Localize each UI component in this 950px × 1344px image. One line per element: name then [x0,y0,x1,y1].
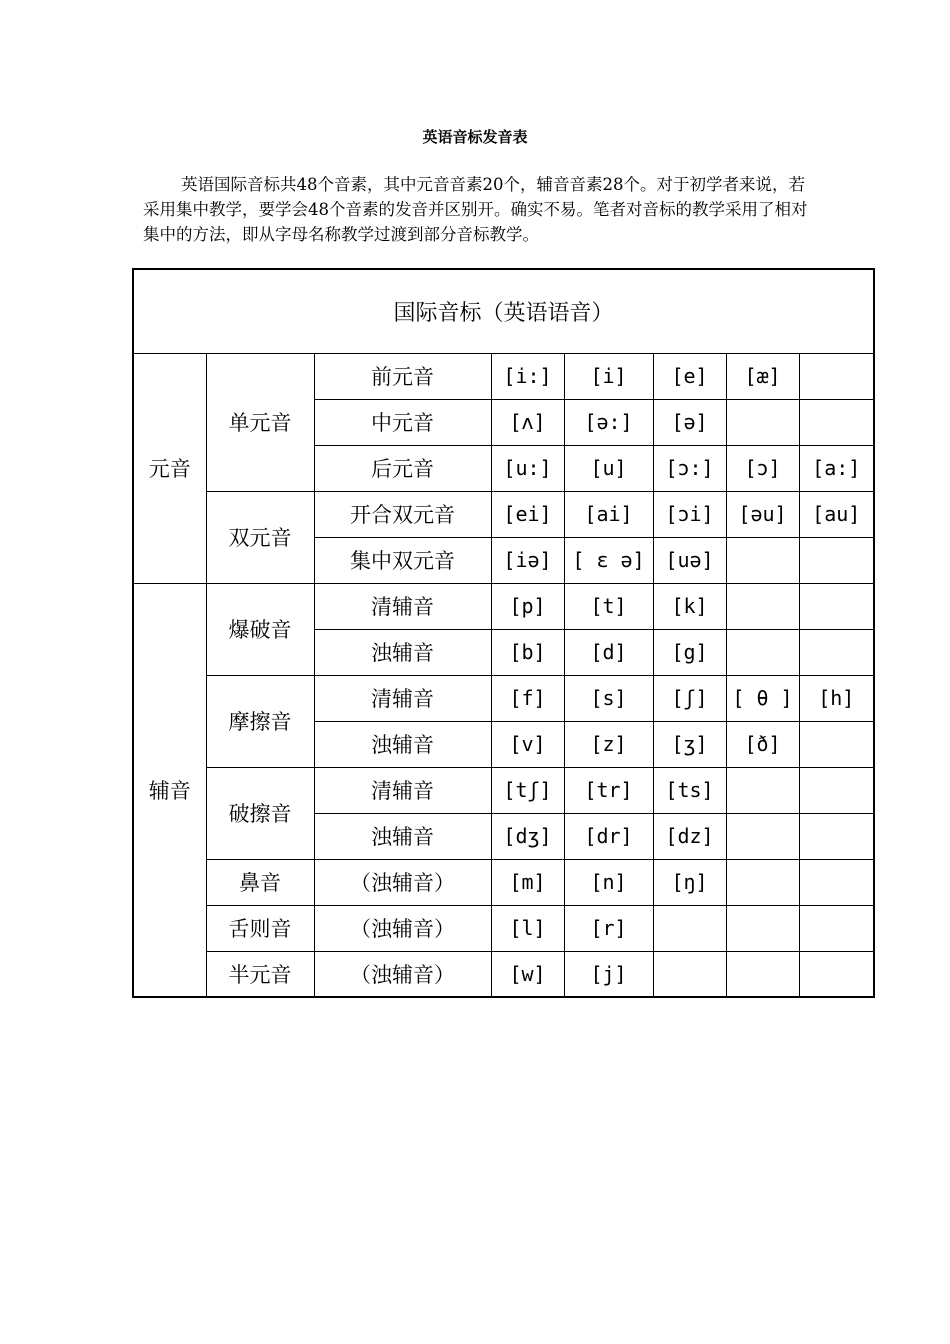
phoneme-cell: [ θ ] [726,675,799,721]
phoneme-cell: [iə] [491,537,564,583]
table-row [133,859,874,905]
phoneme-cell [726,767,799,813]
phoneme-cell: [t] [564,583,653,629]
phoneme-cell: [dr] [564,813,653,859]
phoneme-cell: [e] [653,353,726,399]
row-label: 清辅音 [314,583,491,629]
phoneme-cell [799,353,874,399]
ipa-table [132,268,875,998]
phoneme-cell [799,399,874,445]
phoneme-cell: [i] [564,353,653,399]
phoneme-cell: [ə] [653,399,726,445]
row-label: （浊辅音） [314,951,491,997]
phoneme-cell [726,813,799,859]
phoneme-cell [726,399,799,445]
phoneme-cell: [ʌ] [491,399,564,445]
monophthong-group: 单元音 [206,353,314,491]
phoneme-cell: [əu] [726,491,799,537]
document-title: 英语音标发音表 [422,128,528,146]
phoneme-cell: [dz] [653,813,726,859]
phoneme-cell: [b] [491,629,564,675]
phoneme-cell [726,859,799,905]
phoneme-cell [799,537,874,583]
lateral-group: 舌则音 [206,905,314,951]
phoneme-cell [799,905,874,951]
table-row [133,491,874,537]
plosive-group: 爆破音 [206,583,314,675]
fricative-group: 摩擦音 [206,675,314,767]
phoneme-cell [799,721,874,767]
phoneme-cell: [ə:] [564,399,653,445]
phoneme-cell: [tr] [564,767,653,813]
nasal-group: 鼻音 [206,859,314,905]
phoneme-cell: [j] [564,951,653,997]
phoneme-cell: [ɔ] [726,445,799,491]
row-label: 浊辅音 [314,813,491,859]
phoneme-cell: [ɔ:] [653,445,726,491]
phoneme-cell: [k] [653,583,726,629]
phoneme-cell: [d] [564,629,653,675]
phoneme-cell: [ei] [491,491,564,537]
phoneme-cell: [ɔi] [653,491,726,537]
phoneme-cell: [z] [564,721,653,767]
phoneme-cell: [g] [653,629,726,675]
phoneme-cell [726,537,799,583]
row-label: 后元音 [314,445,491,491]
table-header: 国际音标（英语语音） [133,269,874,353]
row-label: 浊辅音 [314,721,491,767]
semivowel-group: 半元音 [206,951,314,997]
phoneme-cell: [ai] [564,491,653,537]
row-label: （浊辅音） [314,905,491,951]
row-label: 开合双元音 [314,491,491,537]
phoneme-cell [799,951,874,997]
table-row [133,767,874,813]
phoneme-cell: [i:] [491,353,564,399]
phoneme-cell [799,629,874,675]
phoneme-cell: [ʃ] [653,675,726,721]
phoneme-cell: [au] [799,491,874,537]
table-row [133,675,874,721]
phoneme-cell: [u] [564,445,653,491]
phoneme-cell: [ ɛ ə] [564,537,653,583]
diphthong-group: 双元音 [206,491,314,583]
phoneme-cell: [u:] [491,445,564,491]
table-row [133,951,874,997]
phoneme-cell [799,859,874,905]
phoneme-cell: [f] [491,675,564,721]
row-label: 集中双元音 [314,537,491,583]
vowel-category: 元音 [133,353,206,583]
phoneme-cell: [ʒ] [653,721,726,767]
phoneme-cell: [a:] [799,445,874,491]
phoneme-cell: [s] [564,675,653,721]
phoneme-cell [653,905,726,951]
row-label: 浊辅音 [314,629,491,675]
row-label: 前元音 [314,353,491,399]
phoneme-cell: [ŋ] [653,859,726,905]
consonant-category: 辅音 [133,583,206,997]
table-row [133,905,874,951]
phoneme-cell: [uə] [653,537,726,583]
phoneme-cell [726,583,799,629]
row-label: 中元音 [314,399,491,445]
phoneme-cell [799,583,874,629]
phoneme-cell [726,905,799,951]
phoneme-cell [799,767,874,813]
phoneme-cell [653,951,726,997]
phoneme-cell [726,629,799,675]
phoneme-cell: [v] [491,721,564,767]
row-label: 清辅音 [314,767,491,813]
phoneme-cell [726,951,799,997]
phoneme-cell: [r] [564,905,653,951]
phoneme-cell: [w] [491,951,564,997]
table-row [133,353,874,399]
phoneme-cell [799,813,874,859]
phoneme-cell: [l] [491,905,564,951]
phoneme-cell: [m] [491,859,564,905]
phoneme-cell: [æ] [726,353,799,399]
intro-paragraph: 英语国际音标共48个音素，其中元音音素20个，辅音音素28个。对于初学者来说，若采用集中教学，要学会48个音素的发音并区别开。确实不易。笔者对音标的教学采用了相对集中的方法，即从字母名称教学过渡到部分音标教学。 [143,175,808,244]
affricate-group: 破擦音 [206,767,314,859]
phoneme-cell: [n] [564,859,653,905]
row-label: （浊辅音） [314,859,491,905]
phoneme-cell: [ts] [653,767,726,813]
phoneme-cell: [tʃ] [491,767,564,813]
phoneme-cell: [ð] [726,721,799,767]
phoneme-cell: [dʒ] [491,813,564,859]
phoneme-cell: [h] [799,675,874,721]
phoneme-cell: [p] [491,583,564,629]
table-row [133,583,874,629]
row-label: 清辅音 [314,675,491,721]
